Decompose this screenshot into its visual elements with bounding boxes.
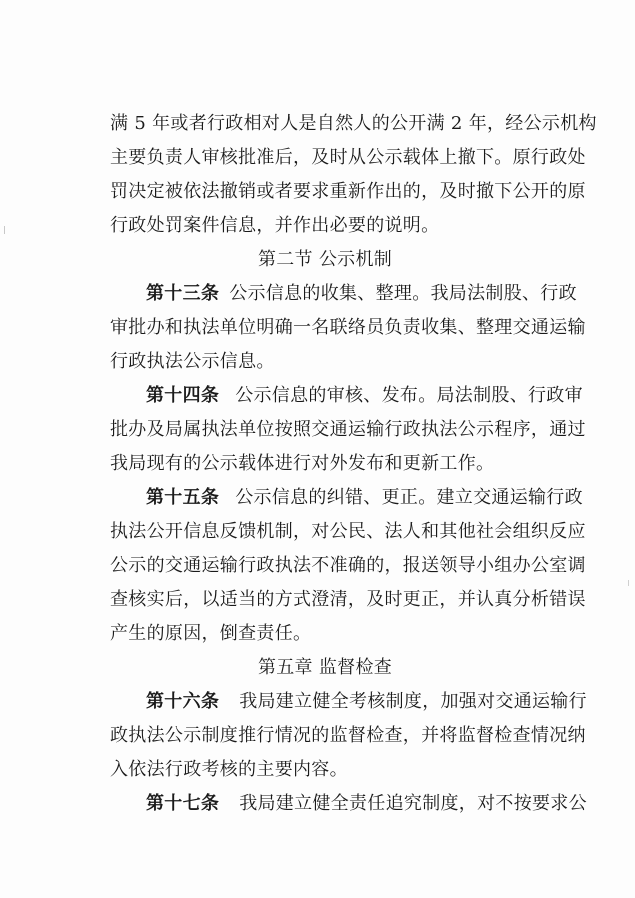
article-text: 公示信息的纠错、更正。建立交通运输行政 [235, 487, 583, 508]
paragraph-line: 执法公开信息反馈机制，对公民、法人和其他社会组织反应 [110, 521, 586, 542]
paragraph-line: 产生的原因，倒查责任。 [110, 623, 312, 644]
paragraph-line: 主要负责人审核批准后，及时从公示载体上撤下。原行政处 [110, 147, 586, 168]
paragraph-line: 查核实后，以适当的方式澄清，及时更正，并认真分析错误 [110, 589, 586, 610]
article-14-line [110, 379, 583, 413]
paragraph-line: 批办及局属执法单位按照交通运输行政执法公示程序，通过 [110, 419, 586, 440]
article-title: 第十七条 [146, 793, 220, 814]
paragraph-line: 审批办和执法单位明确一名联络员负责收集、整理交通运输 [110, 317, 586, 338]
article-text: 公示信息的审核、发布。局法制股、行政审 [235, 385, 583, 406]
article-text: 我局建立健全责任追究制度，对不按要求公 [239, 793, 587, 814]
paragraph-line: 公示的交通运输行政执法不准确的，报送领导小组办公室调 [110, 555, 586, 576]
paragraph-line: 行政处罚案件信息，并作出必要的说明。 [110, 215, 440, 236]
section-heading: 第二节 公示机制 [257, 249, 393, 270]
paragraph-line: 政执法公示制度推行情况的监督检查，并将监督检查情况纳 [110, 725, 586, 746]
article-title: 第十三条 [146, 283, 220, 304]
paragraph-line: 我局现有的公示载体进行对外发布和更新工作。 [110, 453, 495, 474]
paragraph-line: 行政执法公示信息。 [110, 351, 275, 372]
article-16-line [110, 685, 587, 719]
paragraph-line: 罚决定被依法撤销或者要求重新作出的，及时撤下公开的原 [110, 181, 586, 202]
paragraph-line: 满 5 年或者行政相对人是自然人的公开满 2 年，经公示机构 [110, 113, 597, 134]
article-13-line [110, 277, 577, 311]
article-title: 第十五条 [146, 487, 220, 508]
chapter-heading: 第五章 监督检查 [257, 657, 393, 678]
document-body [110, 107, 597, 821]
paragraph-line: 入依法行政考核的主要内容。 [110, 759, 348, 780]
article-17-line [110, 787, 587, 821]
article-15-line [110, 481, 583, 515]
scan-mark [628, 580, 629, 586]
article-title: 第十四条 [146, 385, 220, 406]
article-text: 公示信息的收集、整理。我局法制股、行政 [229, 283, 577, 304]
article-title: 第十六条 [146, 691, 220, 712]
article-text: 我局建立健全考核制度，加强对交通运输行 [239, 691, 587, 712]
scan-mark [4, 226, 5, 234]
